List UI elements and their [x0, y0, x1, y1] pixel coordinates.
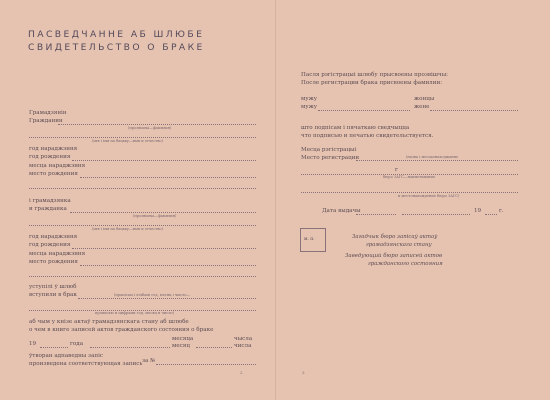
- zags-line-2: [301, 192, 518, 193]
- stamp-place-box: [300, 228, 326, 252]
- head-ru-line-1: Заведующий бюро записей актов: [345, 253, 443, 259]
- sign-text-ru: что подписью и печатью свидетельствуется.: [301, 133, 434, 139]
- record-day-line: [196, 347, 232, 348]
- entered-label-by: уступілі ў шлюб: [29, 284, 77, 290]
- regplace-label-ru: Место регистрации: [301, 155, 360, 161]
- birthyear-f-label-ru: год рождения: [29, 242, 71, 248]
- regplace-label-by: Месца рэгістрацыі: [301, 147, 357, 153]
- issue-month-line: [402, 214, 470, 215]
- name-f-hint: (імя і імя па бацьку—имя и отчество): [92, 227, 163, 231]
- surname-f-hint: (прозвішча—фамилия): [133, 214, 177, 218]
- surname-f-line: [70, 212, 256, 213]
- birthplace-m-label-ru: место рождения: [29, 171, 78, 177]
- head-by-line-2: грамадзянскага стану: [366, 242, 432, 248]
- surname-m-hint: (прозвішча—фамилия): [128, 126, 172, 130]
- birthplace-f-label-ru: место рождения: [29, 259, 78, 265]
- zags-hint: бюро ЗАГС—наименование: [383, 175, 436, 179]
- birthplace-m-label-by: месца нараджэння: [29, 163, 86, 169]
- wife-surname-line: [430, 110, 518, 111]
- made-record-ru: произведена соответствующая запись: [29, 361, 143, 367]
- title-russian: СВИДЕТЕЛЬСТВО О БРАКЕ: [28, 42, 205, 53]
- record-number-label: за №: [142, 358, 156, 364]
- issue-year-suffix: г.: [499, 208, 504, 214]
- husband-surname-line: [318, 110, 410, 111]
- marriage-date-line: [78, 298, 256, 299]
- birthplace-f-line: [80, 265, 256, 266]
- entered-label-ru: вступили в брак: [29, 292, 77, 298]
- month-label-by: месяца: [172, 336, 194, 342]
- issue-year-prefix: 19: [474, 208, 482, 214]
- regplace-line: [356, 160, 518, 161]
- issue-date-label: Дата выдачы: [322, 208, 361, 214]
- assigned-text-by: Пасля рэгістрацыі шлюбу прысвоены прозвішчы:: [301, 72, 449, 78]
- birthplace-m-line: [80, 177, 256, 178]
- date-hint-2: прописью и цифрами год, месяц и число): [95, 311, 175, 315]
- wife-label-by: жонцы: [414, 96, 435, 102]
- issue-year-line: [485, 214, 497, 215]
- year-prefix: 19: [29, 341, 37, 347]
- day-label-by: чысла: [234, 336, 253, 342]
- page-number-left: 2: [240, 370, 243, 375]
- month-label-ru: месяц: [172, 343, 190, 349]
- birthyear-m-label-by: год нараджэння: [29, 146, 78, 152]
- issue-day-line: [356, 214, 396, 215]
- citizen-m-label-ru: Гражданин: [29, 118, 63, 124]
- stamp-label: м. п.: [304, 237, 315, 242]
- birthyear-m-line: [72, 160, 256, 161]
- citizen-f-label-by: і грамадзянка: [29, 198, 71, 204]
- head-by-line-1: Загадчык бюро запісаў актаў: [352, 234, 438, 240]
- record-text-by: аб чым у кнізе актаў грамадзянскага стану аб шлюбе: [29, 319, 189, 325]
- page-fold: [275, 0, 276, 400]
- citizen-f-label-ru: и гражданка: [29, 206, 67, 212]
- year-label: года: [70, 341, 84, 347]
- title-belarusian: ПАСВЕДЧАННЕ АБ ШЛЮБЕ: [28, 29, 205, 40]
- assigned-text-ru: После регистрации брака присвоены фамилии:: [301, 80, 443, 86]
- wife-label-ru: жене: [414, 104, 430, 110]
- made-record-by: ўтворан адпаведны запіс: [29, 353, 104, 359]
- zags-prefix: г: [395, 167, 398, 173]
- locality-hint: (назва і месцазнаходжанне: [406, 155, 459, 159]
- head-ru-line-2: гражданского состояния: [368, 261, 443, 267]
- birthplace-m-line-2: [29, 188, 256, 189]
- birthplace-f-label-by: месца нараджэння: [29, 251, 86, 257]
- day-label-ru: числа: [234, 343, 252, 349]
- surname-m-line: [58, 124, 256, 125]
- page-number-right: 3: [302, 370, 305, 375]
- name-f-line: [29, 225, 256, 226]
- birthyear-m-label-ru: год рождения: [29, 154, 71, 160]
- name-m-line: [29, 137, 256, 138]
- date-hint-1: (прапісам і лічбамі год, месяц і чысло—: [114, 293, 191, 297]
- husband-label-ru: мужу: [301, 104, 318, 110]
- husband-label-by: мужу: [301, 96, 318, 102]
- record-text-ru: о чем в книге записей актов гражданского состояния о браке: [29, 327, 214, 333]
- record-year-line: [40, 347, 68, 348]
- birthyear-f-label-by: год нараджэння: [29, 234, 78, 240]
- name-m-hint: (імя і імя па бацьку—имя и отчество): [92, 139, 163, 143]
- record-month-line: [90, 347, 170, 348]
- sign-text-by: што подпісам і пячаткаю сведчыцца: [301, 125, 410, 131]
- birthplace-f-line-2: [29, 276, 256, 277]
- zags-hint-2: и местонахождение бюро ЗАГС): [398, 194, 460, 198]
- birthyear-f-line: [72, 248, 256, 249]
- citizen-m-label-by: Грамадзянін: [29, 110, 67, 116]
- record-number-line: [156, 364, 256, 365]
